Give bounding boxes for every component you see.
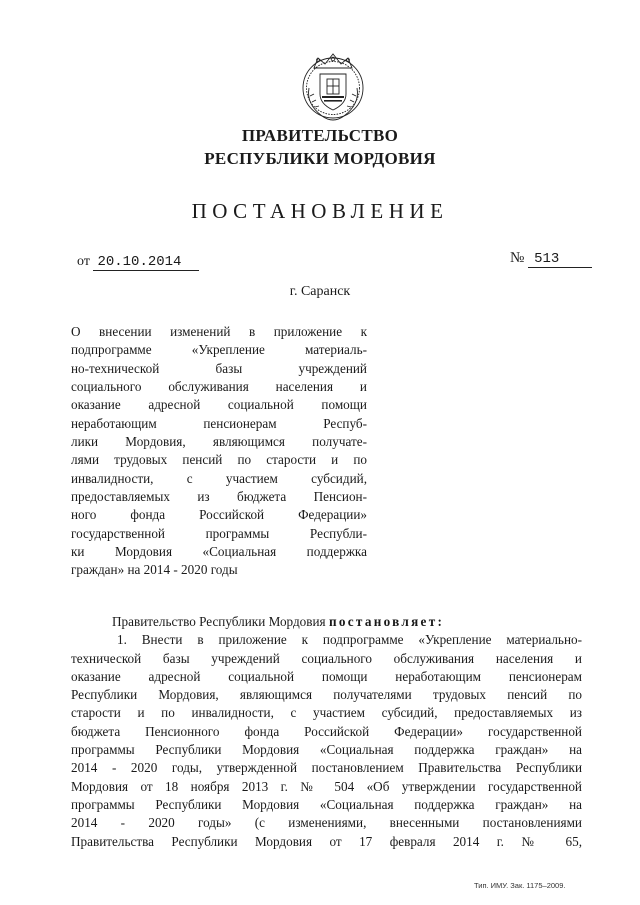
subject-line: предоставляемых из бюджета Пенсион- <box>71 489 367 505</box>
subject-line: подпрограмме «Укрепление материаль- <box>71 342 367 358</box>
body-line: Правительства Республики Мордовия от 17 февраля 2014 г. № 65, <box>71 833 582 849</box>
print-footer: Тип. ИМУ. Зак. 1175–2009. <box>474 881 566 890</box>
body-line: 2014 - 2020 годы» (с изменениями, внесенными постановлениями <box>71 815 582 831</box>
body-text <box>71 613 582 851</box>
subject-line: социального обслуживания населения и <box>71 379 367 395</box>
date-line <box>77 254 199 271</box>
body-line: технической базы учреждений социального обслуживания населения и <box>71 650 582 666</box>
government-title-line2: РЕСПУБЛИКИ МОРДОВИЯ <box>204 149 436 168</box>
subject-line: но-технической базы учреждений <box>71 360 367 376</box>
body-line: 2014 - 2020 годы, утвержденной постановлением Правительства Республики <box>71 760 582 776</box>
city: г. Саранск <box>289 284 351 299</box>
body-line: 1. Внести в приложение к подпрограмме «Укрепление материально- <box>117 632 582 648</box>
subject-line: ки Мордовия «Социальная поддержка <box>71 544 367 560</box>
subject-line: лями трудовых пенсий по старости и по <box>71 452 367 468</box>
body-line: Мордовия от 18 ноября 2013 г. № 504 «Об утверждении государственной <box>71 778 582 794</box>
body-line: бюджета Пенсионного фонда Российской Федерации» государственной <box>71 723 582 739</box>
body-intro <box>71 613 582 631</box>
body-line: Республики Мордовия, являющимся получателями трудовых пенсий по <box>71 687 582 703</box>
subject-line: государственной программы Республи- <box>71 525 367 541</box>
body-line: программы Республики Мордовия «Социальная поддержка граждан» на <box>71 796 582 812</box>
subject-line: граждан» на 2014 - 2020 годы <box>71 562 238 578</box>
subject-line: неработающим пенсионерам Респуб- <box>71 415 367 431</box>
subject-line: лики Мордовия, являющимся получате- <box>71 434 367 450</box>
subject-block <box>71 323 367 580</box>
document-number: 513 <box>528 251 592 268</box>
date-prefix: от <box>77 254 90 269</box>
government-title-line1: ПРАВИТЕЛЬСТВО <box>241 126 399 145</box>
subject-line: инвалидности, с участием субсидий, <box>71 470 367 486</box>
body-line: оказание адресной социальной помощи неработающим пенсионерам <box>71 668 582 684</box>
intro-text: Правительство Республики Мордовия <box>112 614 326 629</box>
subject-line: О внесении изменений в приложение к <box>71 324 367 339</box>
intro-action: постановляет: <box>328 614 445 629</box>
document-type-title: ПОСТАНОВЛЕНИЕ <box>191 199 449 223</box>
document-date: 20.10.2014 <box>93 254 199 271</box>
coat-of-arms-emblem <box>300 50 366 126</box>
number-line <box>510 250 592 268</box>
number-prefix: № <box>510 250 525 266</box>
subject-line: оказание адресной социальной помощи <box>71 397 367 413</box>
subject-line: ного фонда Российской Федерации» <box>71 507 367 523</box>
body-line: программы Республики Мордовия «Социальная поддержка граждан» на <box>71 742 582 758</box>
body-line: старости и по инвалидности, с участием субсидий, предоставляемых из <box>71 705 582 721</box>
